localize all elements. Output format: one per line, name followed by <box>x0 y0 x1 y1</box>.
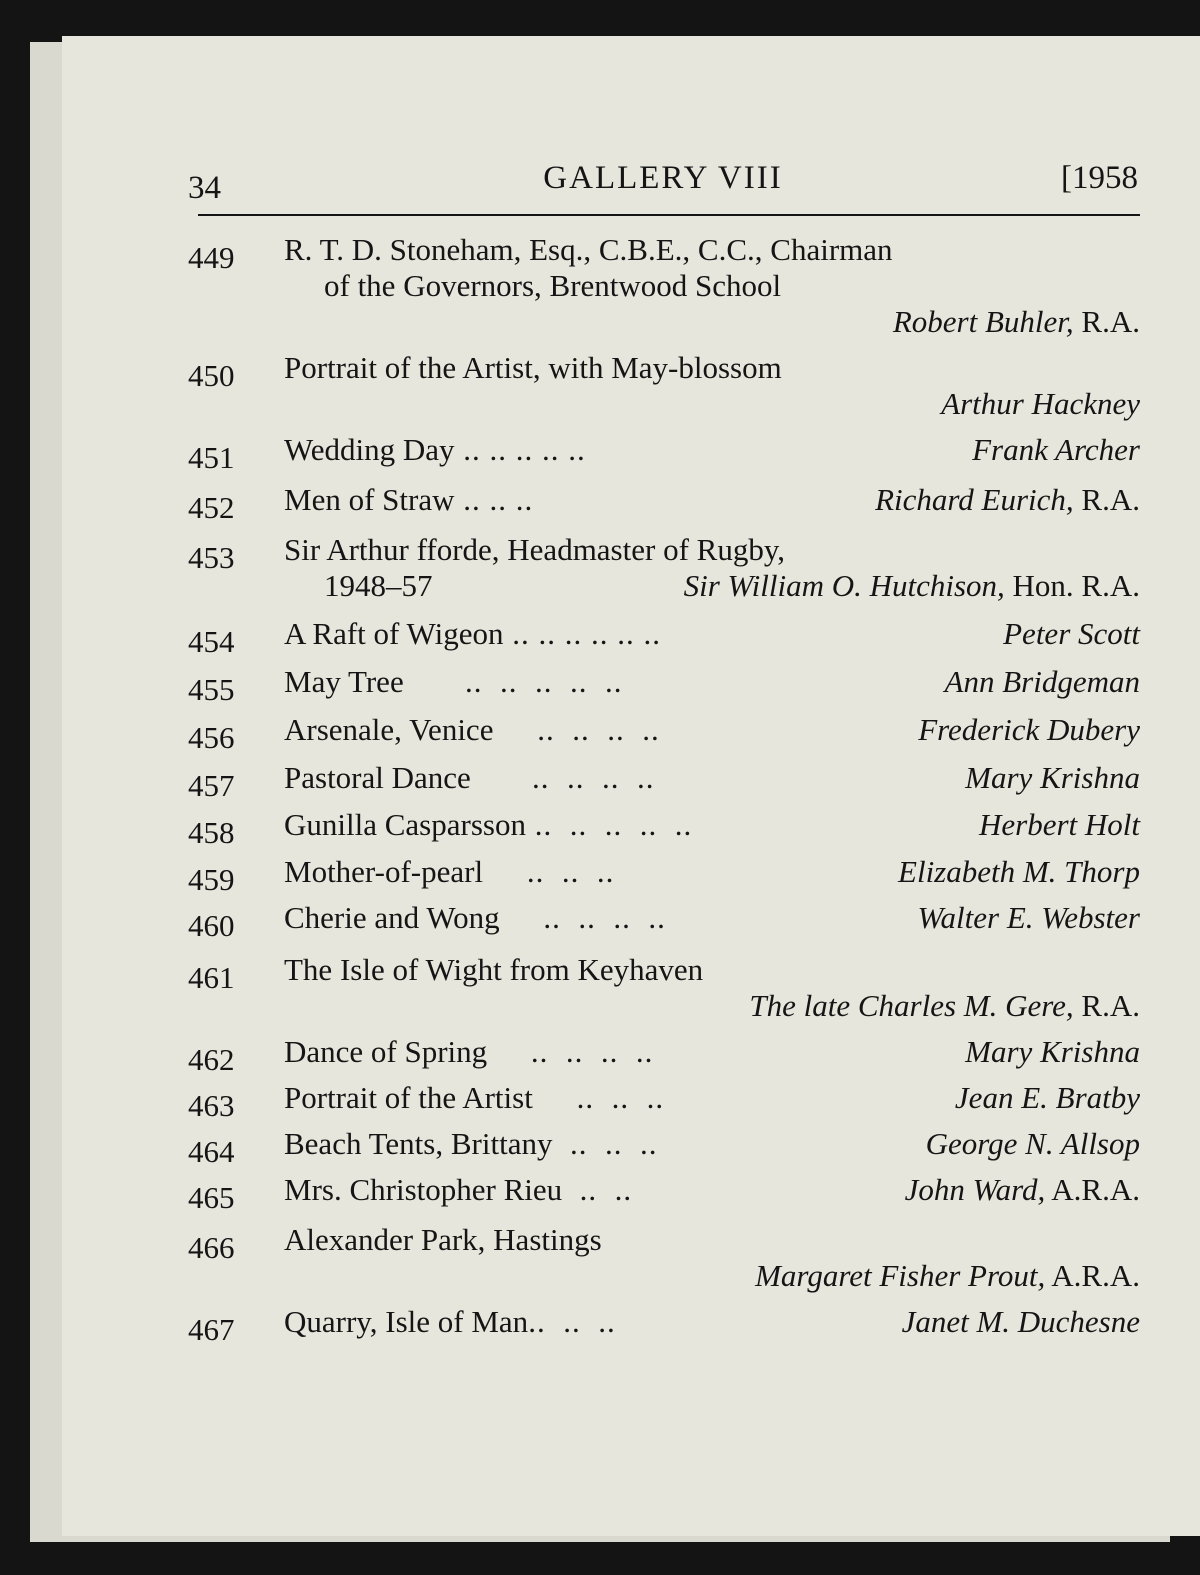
artist-honour: A.R.A. <box>1045 1172 1140 1207</box>
entry-artist <box>749 988 1140 1024</box>
catalogue-entry <box>188 350 1140 424</box>
entry-title-text: Wedding Day <box>284 432 455 467</box>
entry-artist <box>898 854 1140 890</box>
entry-title-continued: of the Governors, Brentwood School <box>324 268 782 303</box>
entry-title: The Isle of Wight from Keyhaven <box>284 952 704 987</box>
artist-name: Janet M. Duchesne <box>901 1304 1140 1339</box>
entry-title: Alexander Park, Hastings <box>284 1222 602 1257</box>
artist-name: Arthur Hackney <box>941 386 1140 421</box>
entry-artist <box>918 900 1140 936</box>
entry-number: 459 <box>188 862 235 897</box>
entry-title-text: Pastoral Dance <box>284 760 471 795</box>
entry-title-text: Dance of Spring <box>284 1034 488 1069</box>
catalogue-entry <box>188 1126 1140 1169</box>
catalogue-entry <box>188 807 1140 850</box>
artist-name: Frederick Dubery <box>918 712 1140 747</box>
leader-dots: .. .. .. .. <box>493 712 660 747</box>
entry-artist <box>941 386 1140 422</box>
entry-artist <box>918 712 1140 748</box>
leader-dots: .. .. .. .. <box>470 760 655 795</box>
header-rule <box>198 214 1140 216</box>
artist-name: Mary Krishna <box>965 1034 1140 1069</box>
catalogue-entry <box>188 712 1140 755</box>
entry-number: 462 <box>188 1042 235 1077</box>
entry-number: 453 <box>188 540 235 575</box>
page-number: 34 <box>188 170 221 206</box>
entry-title-text: Beach Tents, Brittany <box>284 1126 553 1161</box>
entry-artist <box>755 1258 1140 1294</box>
catalogue-entry <box>188 900 1140 943</box>
entry-number: 458 <box>188 815 235 850</box>
book-page <box>62 36 1200 1536</box>
entry-number: 454 <box>188 624 235 659</box>
artist-honour: R.A. <box>1073 482 1140 517</box>
entry-title-text: Portrait of the Artist <box>284 1080 533 1115</box>
leader-dots: .. .. .. .. .. .. <box>503 616 661 651</box>
entry-title-text: Quarry, Isle of Man <box>284 1304 529 1339</box>
entry-number: 463 <box>188 1088 235 1123</box>
catalogue-entry <box>188 1222 1140 1298</box>
artist-name: Margaret Fisher Prout, <box>755 1258 1046 1293</box>
artist-name: George N. Allsop <box>925 1126 1140 1161</box>
artist-name: Herbert Holt <box>978 807 1140 842</box>
entry-title-text: A Raft of Wigeon <box>284 616 504 651</box>
leader-dots: .. .. <box>562 1172 633 1207</box>
entry-number: 455 <box>188 672 235 707</box>
artist-name: John Ward, <box>904 1172 1046 1207</box>
artist-honour: Hon. R.A. <box>1004 568 1140 603</box>
artist-name: Robert Buhler, <box>892 304 1074 339</box>
artist-name: Frank Archer <box>972 432 1140 467</box>
entry-artist <box>965 1034 1140 1070</box>
entry-title-text: Mother-of-pearl <box>284 854 484 889</box>
catalogue-entry <box>188 1080 1140 1123</box>
catalogue-entry <box>188 1304 1140 1347</box>
catalogue-entry <box>188 854 1140 897</box>
entry-number: 449 <box>188 240 235 275</box>
catalogue-entry <box>188 952 1140 1028</box>
entry-number: 465 <box>188 1180 235 1215</box>
leader-dots: .. .. .. <box>532 1080 665 1115</box>
entry-number: 460 <box>188 908 235 943</box>
artist-name: Ann Bridgeman <box>944 664 1140 699</box>
entry-title: Sir Arthur fforde, Headmaster of Rugby, <box>284 532 786 567</box>
artist-name: The late Charles M. Gere, <box>749 988 1074 1023</box>
artist-name: Richard Eurich, <box>875 482 1074 517</box>
entry-artist <box>684 568 1140 604</box>
leader-dots: .. .. .. <box>454 482 534 517</box>
catalogue-entry <box>188 482 1140 525</box>
leader-dots: .. .. .. <box>483 854 615 889</box>
entry-artist <box>902 1304 1140 1340</box>
artist-name: Sir William O. Hutchison, <box>683 568 1005 603</box>
leader-dots: .. .. .. .. .. <box>454 432 586 467</box>
artist-name: Peter Scott <box>1003 616 1140 651</box>
catalogue-entry <box>188 232 1140 342</box>
year-label: [1958 <box>1061 160 1138 196</box>
leader-dots: .. .. .. .. <box>487 1034 654 1069</box>
entry-title-text: Gunilla Casparsson <box>284 807 526 842</box>
leader-dots: .. .. .. .. .. <box>525 807 693 842</box>
catalogue-entry <box>188 432 1140 475</box>
entry-number: 457 <box>188 768 235 803</box>
entry-number: 461 <box>188 960 235 995</box>
artist-honour: R.A. <box>1073 304 1140 339</box>
gallery-title: GALLERY VIII <box>543 160 783 196</box>
entry-number: 450 <box>188 358 235 393</box>
entry-artist <box>926 1126 1140 1162</box>
entry-artist <box>965 760 1140 796</box>
catalogue-entry <box>188 616 1140 659</box>
leader-dots: .. .. .. .. .. <box>403 664 623 699</box>
catalogue-entry <box>188 1034 1140 1077</box>
entry-artist <box>979 807 1140 843</box>
catalogue-entry <box>188 532 1140 608</box>
entry-title: R. T. D. Stoneham, Esq., C.B.E., C.C., Chairman <box>284 232 893 267</box>
entry-artist <box>893 304 1140 340</box>
artist-name: Jean E. Bratby <box>954 1080 1140 1115</box>
entry-artist <box>972 432 1140 468</box>
entry-artist <box>945 664 1140 700</box>
entry-title: Portrait of the Artist, with May-blossom <box>284 350 782 385</box>
catalogue-entry <box>188 664 1140 707</box>
entry-artist <box>1003 616 1140 652</box>
catalogue-entry <box>188 760 1140 803</box>
entry-title-text: Mrs. Christopher Rieu <box>284 1172 563 1207</box>
entry-number: 451 <box>188 440 235 475</box>
leader-dots: .. .. .. <box>528 1304 616 1339</box>
running-header <box>188 160 1138 206</box>
artist-name: Mary Krishna <box>965 760 1140 795</box>
entry-title-text: Cherie and Wong <box>284 900 500 935</box>
entry-number: 464 <box>188 1134 235 1169</box>
artist-honour: R.A. <box>1073 988 1140 1023</box>
entry-artist <box>905 1172 1140 1208</box>
artist-name: Elizabeth M. Thorp <box>898 854 1140 889</box>
entry-title-text: Men of Straw <box>284 482 455 517</box>
entry-artist <box>955 1080 1140 1116</box>
entry-number: 466 <box>188 1230 235 1265</box>
artist-name: Walter E. Webster <box>917 900 1140 935</box>
entry-number: 456 <box>188 720 235 755</box>
entry-number: 467 <box>188 1312 235 1347</box>
entry-number: 452 <box>188 490 235 525</box>
entry-title-text: May Tree <box>284 664 404 699</box>
leader-dots: .. .. .. .. <box>499 900 666 935</box>
catalogue-entry <box>188 1172 1140 1215</box>
entry-title-text: Arsenale, Venice <box>284 712 494 747</box>
entry-title-continued: 1948–57 <box>324 568 433 603</box>
entry-artist <box>875 482 1140 518</box>
artist-honour: A.R.A. <box>1045 1258 1140 1293</box>
leader-dots: .. .. .. <box>552 1126 658 1161</box>
